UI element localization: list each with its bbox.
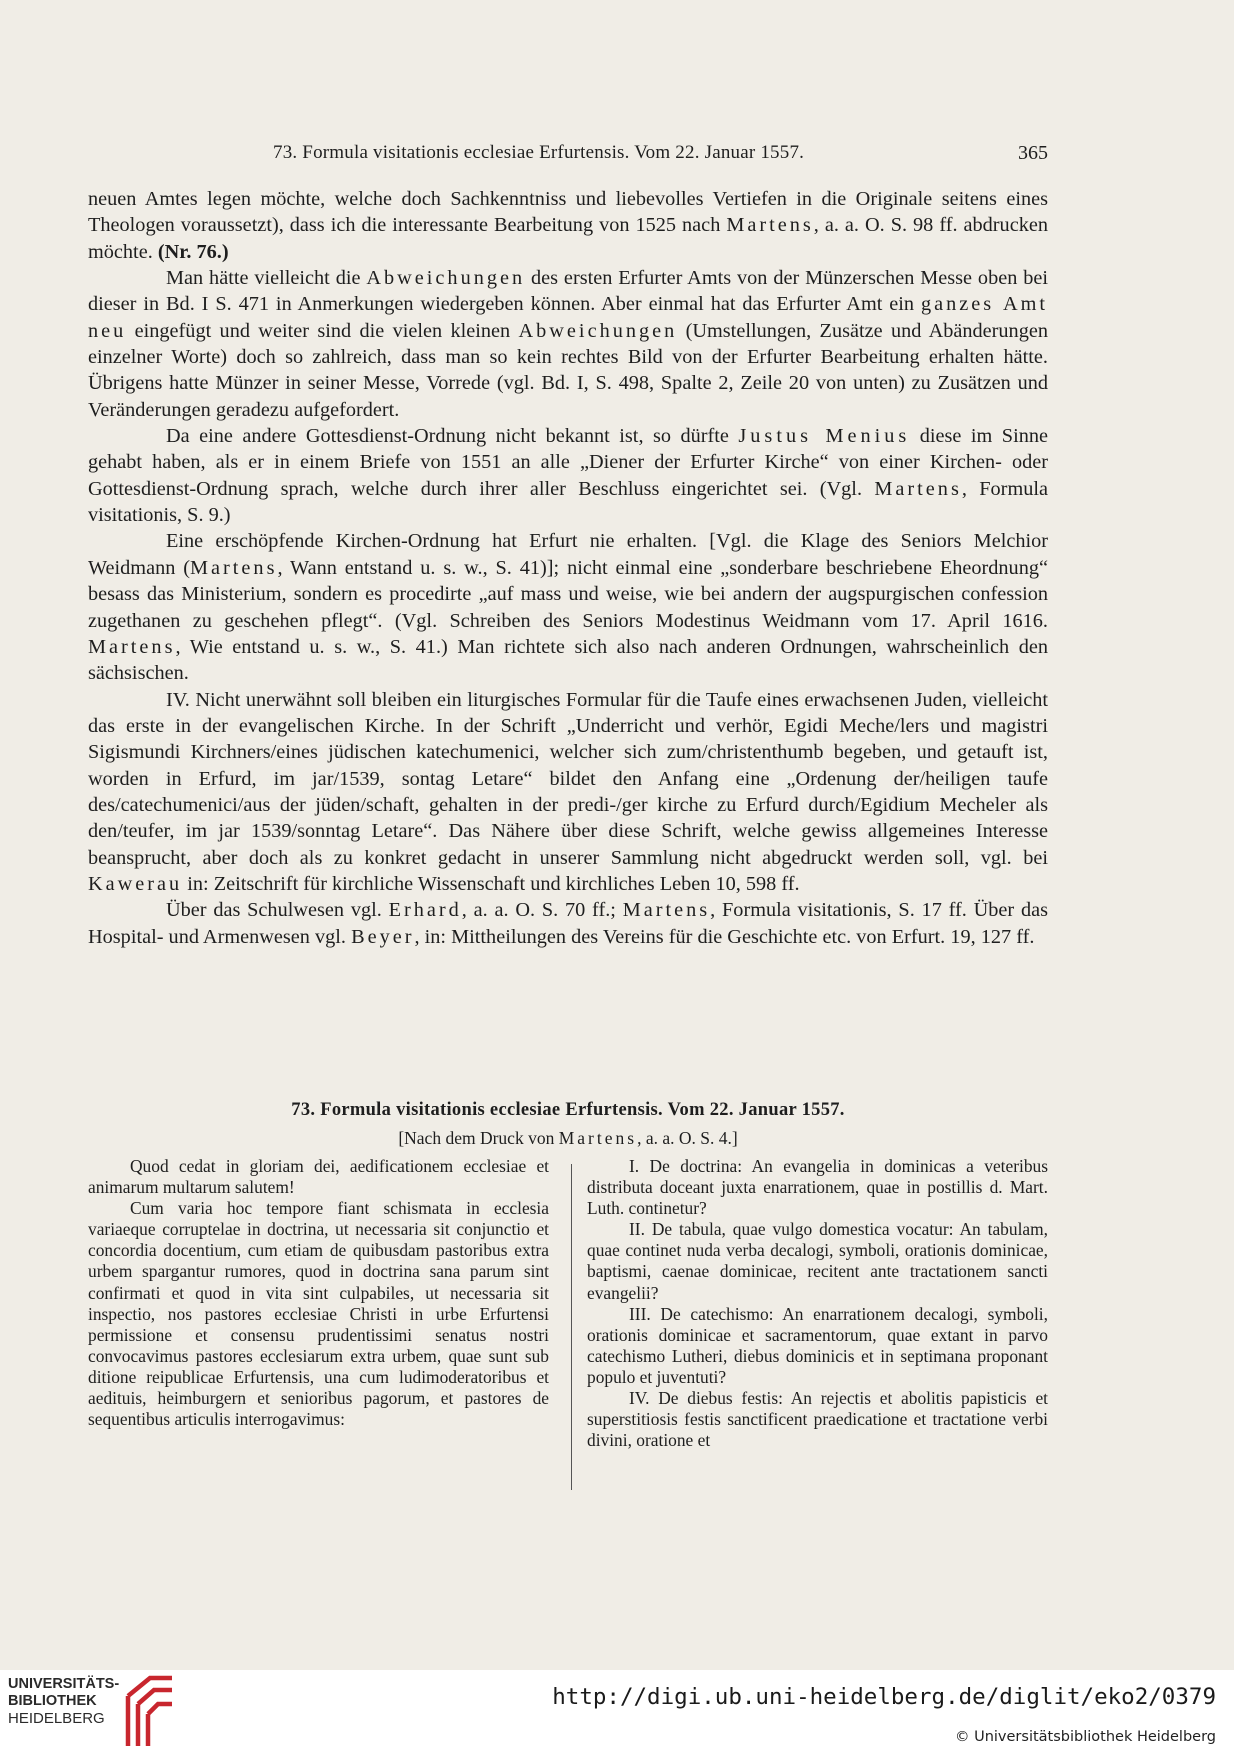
spaced-name: Erhard [388, 899, 462, 922]
logo-line: UNIVERSITÄTS- [8, 1676, 120, 1692]
right-column-paragraph: I. De doctrina: An evangelia in dominicas a veteribus distributa doceant juxta enarrationem, quae in postillis d. Mart. Luth. continetur? [587, 1156, 1048, 1219]
right-column-paragraph: II. De tabula, quae vulgo domestica vocatur: An tabulam, quae continet nuda verba decalogi, symboli, orationis dominicae, baptismi, caenae dominicae, recitent ante tractationem sancti evangelii? [587, 1219, 1048, 1303]
text-run: in: Zeitschrift für kirchliche Wissenschaft und kirchliches Leben 10, 598 ff. [182, 872, 800, 895]
text-run: , a. a. O. S. 4.] [637, 1128, 738, 1148]
spaced-name: Martens [622, 899, 711, 922]
section-heading: 73. Formula visitationis ecclesiae Erfurtensis. Vom 22. Januar 1557. [291, 1100, 845, 1120]
text-run: , Wann entstand u. s. w., S. 41)]; nicht einmal eine „sonderbare beschriebene Eheordnung“ besass das Ministerium, sondern es procedirte „auf mass und weise, wie bei andern der augspurgischen confession zugethanen zu geschehen pflegt“. (Vgl. Schreiben des Seniors Modestinus Weidmann vom 17. April 1616. [88, 556, 1048, 632]
spaced-name: Martens [88, 635, 176, 658]
text-run: IV. Nicht unerwähnt soll bleiben ein liturgisches Formular für die Taufe eines erwachsenen Juden, vielleicht das erste in der evangelischen Kirche. In der Schrift „Underricht und verhör, Egidi Meche/lers und magistri Sigismundi Kirchners/eines jüdischen katechumenici, welcher sich zum/christenthumb begeben, und getauft ist, worden in Erfurd, im jar/1539, sontag Letare“ bildet den Anfang eine „Ordenung der/heiligen taufe des/catechumenici/aus der jüden/schaft, gehalten in der predi-/ger kirche zu Erfurd durch/Egidium Mecheler als den/teufer, im jar 1539/sonntag Letare“. Das Nähere über diese Schrift, welche gewiss allgemeines Interesse beansprucht, aber doch als zu konkret gedacht in unserer Sammlung nicht abgedruckt werden soll, vgl. bei [88, 688, 1048, 869]
logo-line: BIBLIOTHEK [8, 1693, 97, 1709]
text-run: Über das Schulwesen vgl. [166, 899, 389, 922]
bold-reference: (Nr. 76.) [157, 240, 229, 263]
spaced-name: Kawerau [88, 872, 183, 895]
text-run: des ersten Erfurter Amts von der Münzerschen Messe oben bei dieser in Bd. I S. 471 in Anmerkungen wiedergeben können. Aber einmal hat das Erfurter Amt ein [88, 267, 1049, 316]
paragraph-3 [88, 423, 1048, 528]
spaced-name: Martens [726, 214, 814, 237]
column-divider [571, 1164, 572, 1490]
spaced-term: Abweichungen [518, 319, 678, 342]
text-run: , in: Mittheilungen des Vereins für die Geschichte etc. von Erfurt. 19, 127 ff. [414, 925, 1035, 948]
copyright-notice: © Universitätsbibliothek Heidelberg [954, 1729, 1216, 1745]
text-run: neuen Amtes legen möchte, welche doch Sachkenntniss und liebevolles Vertiefen in die Originale seitens eines Theologen voraussetzt), dass ich die interessante Bearbeitung von 1525 nach [88, 188, 1048, 237]
library-logo-text[interactable] [8, 1676, 128, 1727]
spaced-name: Beyer [351, 925, 415, 948]
spaced-name: Martens [558, 1128, 638, 1148]
text-run: , Formula visitationis, S. 17 ff. Über das Hospital- und Armenwesen vgl. [88, 899, 1048, 948]
text-run: , a. a. O. S. 98 ff. abdrucken möchte. [88, 214, 1048, 263]
paragraph-1 [88, 186, 1048, 265]
text-run: Man hätte vielleicht die [166, 267, 367, 290]
spaced-term: ganzes Amt neu [88, 293, 1048, 342]
spaced-name: Martens [190, 556, 278, 579]
text-run: eingefügt und weiter sind die vielen kleinen [126, 319, 519, 342]
text-run: diese im Sinne gehabt haben, als er in einem Briefe von 1551 an alle „Diener der Erfurter Kirche“ von einer Kirchen- oder Gottesdienst-Ordnung sprach, welche durch ihrer aller Beschluss eingerichtet sei. (Vgl. [88, 425, 1048, 500]
left-column-paragraph: Cum varia hoc tempore fiant schismata in ecclesia variaeque corruptelae in doctrina, ut necessaria sit conjunctio et concordia docentium, cum etiam de quibusdam pastoribus extra urbem spargantur rumores, quod in doctrina sana parum sint confirmati et quod in vita sint culpabiles, ut necessaria sit inspectio, nos pastores ecclesiae Christi in urbe Erfurtensi permissione et consensu prudentissimi senatus nostri convocavimus pastores ecclesiarum extra urbem, quae sunt sub ditione reipublicae Erfurtensis, una cum ludimoderatoribus et aedituis, heimburgern et senioribus pagorum, et pastores de sequentibus articulis interrogavimus: [88, 1198, 549, 1430]
spaced-name: Justus Menius [738, 425, 911, 448]
library-logo-icon[interactable] [124, 1674, 176, 1750]
permalink-url[interactable]: http://digi.ub.uni-heidelberg.de/diglit/eko2/0379 [552, 1684, 1216, 1710]
paragraph-5 [88, 687, 1048, 898]
logo-line: HEIDELBERG [8, 1710, 105, 1727]
text-run: (Umstellungen, Zusätze und Abänderungen einzelner Worte) doch so zahlreich, dass man so kein rechtes Bild von der Erfurter Bearbeitung erhalten hätte. Übrigens hatte Münzer in seiner Messe, Vorrede (vgl. Bd. I, S. 498, Spalte 2, Zeile 20 von unten) zu Zusätzen und Veränderungen geradezu aufgefordert. [88, 319, 1048, 421]
text-run: [Nach dem Druck von [398, 1128, 559, 1148]
text-run: , a. a. O. S. 70 ff.; [461, 899, 623, 922]
paragraph-4 [88, 528, 1048, 686]
right-column-paragraph: III. De catechismo: An enarrationem decalogi, symboli, orationis dominicae et sacramentorum, quae extant in parvo catechismo Lutheri, diebus dominicis et in septimana proponant populo et juventuti? [587, 1303, 1048, 1387]
right-column-paragraph: IV. De diebus festis: An rejectis et abolitis papisticis et superstitiosis festis sanctificent praedicatione et tractatione verbi divini, oratione et [587, 1388, 1048, 1451]
text-run: Eine erschöpfende Kirchen-Ordnung hat Erfurt nie erhalten. [Vgl. die Klage des Seniors Melchior Weidmann ( [88, 530, 1048, 579]
paragraph-6 [88, 897, 1048, 950]
text-run: , Wie entstand u. s. w., S. 41.) Man richtete sich also nach anderen Ordnungen, wahrscheinlich den sächsischen. [88, 635, 1048, 685]
spaced-term: Abweichungen [366, 267, 526, 290]
left-column [88, 1156, 549, 1430]
spaced-name: Martens [874, 477, 962, 500]
running-head-title: 73. Formula visitationis ecclesiae Erfurtensis. Vom 22. Januar 1557. [273, 142, 805, 163]
text-run: Da eine andere Gottesdienst-Ordnung nicht bekannt ist, so dürfte [166, 425, 739, 448]
page-number: 365 [1018, 142, 1048, 164]
right-column [587, 1156, 1048, 1451]
source-note [88, 1128, 1048, 1149]
paragraph-2 [88, 265, 1048, 423]
body-text [88, 186, 1048, 950]
left-column-paragraph: Quod cedat in gloriam dei, aedificationem ecclesiae et animarum multarum salutem! [88, 1156, 549, 1198]
running-head [88, 138, 1048, 168]
text-run: , Formula visitationis, S. 9.) [88, 477, 1048, 527]
